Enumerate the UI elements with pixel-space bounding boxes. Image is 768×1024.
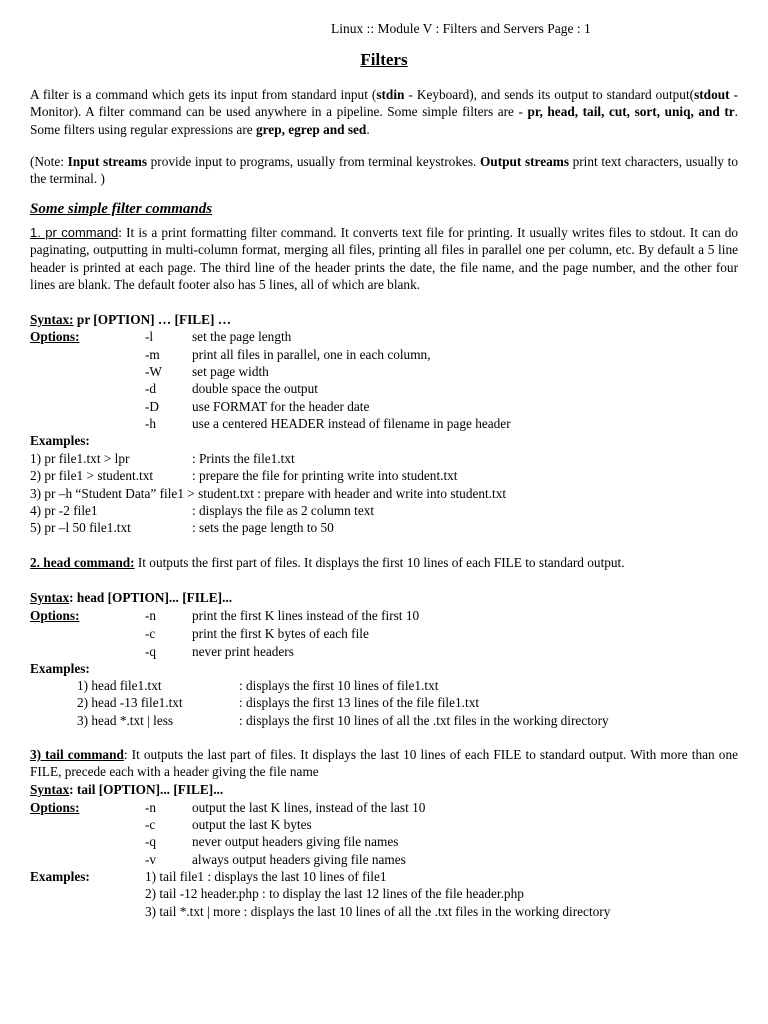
option-desc: output the last K lines, instead of the last 10 xyxy=(192,800,426,815)
note-paragraph: (Note: Input streams provide input to programs, usually from terminal keystrokes. Output streams print text characters, usually to the terminal. ) xyxy=(30,154,738,187)
option-desc: use a centered HEADER instead of filename in page header xyxy=(192,416,511,431)
pr-options-label: Options: xyxy=(30,329,80,344)
head-syntax: Syntax: head [OPTION]... [FILE]... xyxy=(30,590,233,605)
example-desc: : prepare the file for printing write into student.txt xyxy=(192,468,458,483)
option-desc: never print headers xyxy=(192,644,294,659)
example-line: 1) tail file1 : displays the last 10 lines of file1 xyxy=(145,869,387,884)
pr-syntax: Syntax: pr [OPTION] … [FILE] … xyxy=(30,312,232,327)
pr-heading: 1. pr command xyxy=(30,225,119,240)
page-title: Filters xyxy=(360,50,408,69)
head-description: 2. head command: It outputs the first part of files. It displays the first 10 lines of each FILE to standard output. xyxy=(30,555,625,570)
option-flag: -v xyxy=(145,852,157,867)
option-flag: -n xyxy=(145,800,157,815)
option-desc: set page width xyxy=(192,364,269,379)
option-flag: -l xyxy=(145,329,154,344)
example-desc: : displays the file as 2 column text xyxy=(192,503,375,518)
example-cmd: 1) pr file1.txt > lpr xyxy=(30,451,130,466)
intro-paragraph: A filter is a command which gets its input from standard input (stdin - Keyboard), and sends its output to standard output(stdout - Monitor). A filter command can be used anywhere in a pipeline. Some simple filters are - pr, head, tail, cut, sort, uniq, and tr. Some filters using regular expressions are grep, egrep and sed. xyxy=(30,87,738,137)
option-flag: -q xyxy=(145,644,157,659)
example-cmd: 2) head -13 file1.txt xyxy=(77,695,183,710)
option-desc: set the page length xyxy=(192,329,292,344)
option-flag: -c xyxy=(145,626,156,641)
example-cmd: 3) pr –h “Student Data” file1 > student.txt : prepare with header and write into student.txt xyxy=(30,486,507,501)
option-desc: use FORMAT for the header date xyxy=(192,399,370,414)
head-heading: 2. head command: xyxy=(30,555,135,570)
example-desc: : displays the first 10 lines of all the .txt files in the working directory xyxy=(239,713,609,728)
example-cmd: 3) head *.txt | less xyxy=(77,713,174,728)
example-desc: : Prints the file1.txt xyxy=(192,451,295,466)
tail-examples-label: Examples: xyxy=(30,869,90,884)
example-line: 2) tail -12 header.php : to display the last 12 lines of the file header.php xyxy=(145,886,524,901)
tail-syntax: Syntax: tail [OPTION]... [FILE]... xyxy=(30,782,224,797)
page-header: Linux :: Module V : Filters and Servers Page : 1 xyxy=(331,21,591,36)
example-cmd: 2) pr file1 > student.txt xyxy=(30,468,154,483)
pr-description: 1. pr command: It is a print formatting filter command. It converts text file for printing. It usually writes files to stdout. It can do paginating, outputting in multi-column format, merging all files, printing all files in parallel one per column, etc. By default a 5 line header is printed at each page. The third line of the header prints the date, the file name, and the page number, and the other four lines are blank. The default footer also has 5 lines, all of which are blank. xyxy=(30,225,739,293)
option-desc: double space the output xyxy=(192,381,318,396)
option-flag: -n xyxy=(145,608,157,623)
option-flag: -m xyxy=(145,347,160,362)
option-desc: always output headers giving file names xyxy=(192,852,406,867)
option-desc: print all files in parallel, one in each column, xyxy=(192,347,431,362)
example-cmd: 5) pr –l 50 file1.txt xyxy=(30,520,131,535)
option-flag: -D xyxy=(145,399,160,414)
example-cmd: 4) pr -2 file1 xyxy=(30,503,98,518)
option-flag: -W xyxy=(145,364,162,379)
head-options-label: Options: xyxy=(30,608,80,623)
option-flag: -h xyxy=(145,416,157,431)
example-cmd: 1) head file1.txt xyxy=(77,678,162,693)
option-desc: print the first K bytes of each file xyxy=(192,626,369,641)
option-flag: -d xyxy=(145,381,157,396)
tail-options-label: Options: xyxy=(30,800,80,815)
option-flag: -c xyxy=(145,817,156,832)
section-title: Some simple filter commands xyxy=(30,201,213,217)
tail-description: 3) tail command: It outputs the last part of files. It displays the last 10 lines of each FILE to standard output. With more than one FILE, precede each with a header giving the file name xyxy=(30,747,738,780)
option-desc: output the last K bytes xyxy=(192,817,312,832)
example-desc: : sets the page length to 50 xyxy=(192,520,334,535)
head-examples-label: Examples: xyxy=(30,661,90,676)
example-desc: : displays the first 13 lines of the file file1.txt xyxy=(239,695,480,710)
example-line: 3) tail *.txt | more : displays the last 10 lines of all the .txt files in the working directory xyxy=(145,904,611,919)
example-desc: : displays the first 10 lines of file1.txt xyxy=(239,678,439,693)
pr-examples-label: Examples: xyxy=(30,433,90,448)
option-flag: -q xyxy=(145,834,157,849)
option-desc: never output headers giving file names xyxy=(192,834,399,849)
option-desc: print the first K lines instead of the first 10 xyxy=(192,608,420,623)
tail-heading: 3) tail command xyxy=(30,747,124,762)
